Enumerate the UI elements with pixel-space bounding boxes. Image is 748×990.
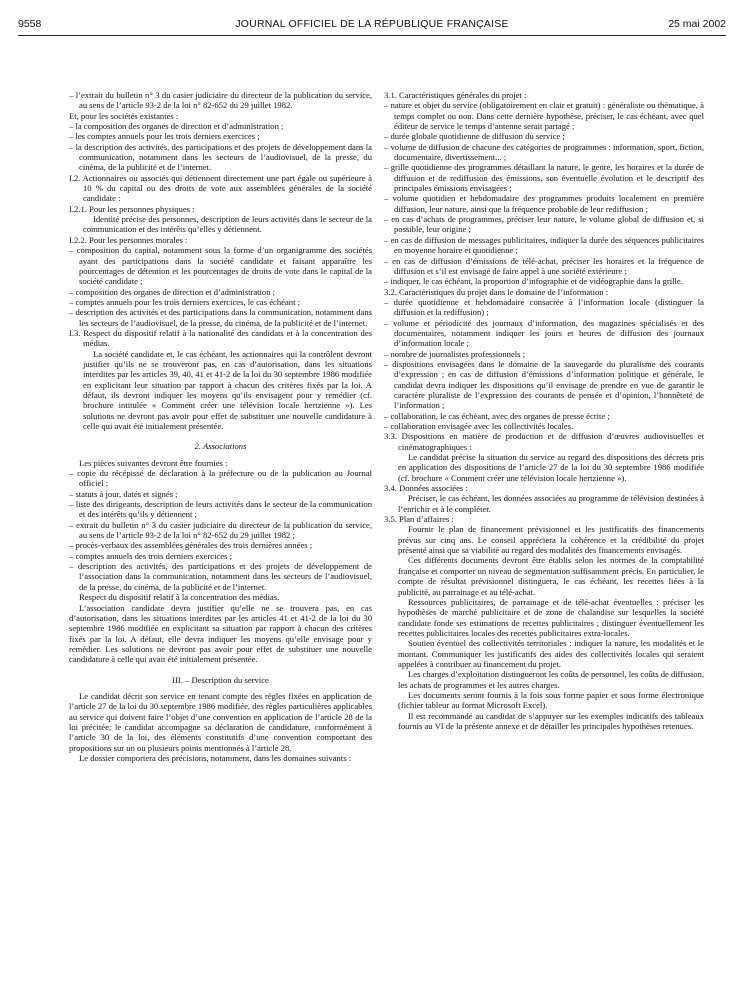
list-item: – durée globale quotidienne de diffusion du service ; (384, 131, 565, 142)
paragraph: Le candidat décrit son service en tenant compte des règles fixées en application de l’article 27 de la loi du 30 septembre 1986 modifiée, des règles particulières applicables au service qui doivent faire l’objet d’une convention en application de l’article 28 de la loi précitée; le candidat accompagne sa déclaration de candidature, conformément à l’article 30 de la loi, des éléments constitutifs d’une convention comportant des propositions sur un ou plusieurs points mentionnés à l’article 28. (69, 690, 372, 753)
list-item: – comptes annuels pour les trois derniers exercices, le cas échéant ; (69, 296, 300, 307)
header-rule (18, 35, 726, 36)
page-header (18, 18, 726, 32)
list-item: – nombre de journalistes professionnels ; (384, 348, 526, 359)
page-number: 9558 (18, 18, 42, 30)
list-item: – l’extrait du bulletin n° 3 du casier judiciaire du directeur de la publication du service, au sens de l’article 93-2 de la loi n° 82-652 du 29 juillet 1982. (69, 90, 372, 111)
list-item: – collaboration envisagée avec les collectivités locales. (384, 421, 574, 431)
subsection-heading: 3.3. Dispositions en matière de production et de diffusion d’œuvres audiovisuelles et cinématographiques : (384, 431, 704, 452)
subsection-heading: 3.2. Caractéristiques du projet dans le domaine de l’information : (384, 286, 609, 297)
list-item: – durée quotidienne et hebdomadaire consacrée à l’information locale (distinguer la diffusion et la rediffusion) ; (384, 296, 704, 318)
list-item: – grille quotidienne des programmes détaillant la nature, le genre, les horaires et la durée de diffusion et de rediffusion des émissions, son éventuelle évolution et le descriptif des principales émissions envisagées ; (384, 162, 704, 194)
list-item: – volume quotidien et hebdomadaire des programmes produits localement en première diffusion, leur nature, ainsi que la fréquence probable de leur rediffusion ; (384, 193, 704, 214)
paragraph: Soutien éventuel des collectivités territoriales : indiquer la nature, les modalités et le montant. Communiquer les justificatifs des aides des collectivités locales qui seraient appelées à contribuer au financement du projet. (398, 638, 704, 669)
list-item: – description des activités, des participations et des projets de développement de l’association dans la communication, notamment dans les secteurs de l’audiovisuel, de la presse, du cinéma, de la publicité et de l’internet. (69, 561, 372, 592)
list-item: – les comptes annuels pour les trois derniers exercices ; (69, 131, 260, 142)
paragraph: La société candidate et, le cas échéant, les actionnaires qui la contrôlent devront justifier qu’ils ne se trouveront pas, en cas d’autorisation, dans les situations interdites par les articles 39, 40, 41 et 41-2 de la loi du 30 septembre 1986 modifiée en explicitant leur situation par rapport à chacun des critères fixés par la loi. A défaut, ils devront indiquer les moyens qu’ils envisagent pour y remédier (cf. brochure intitulée « Comment créer une télévision locale hertzienne »). Les solutions ne devront pas avoir pour effet de substituer une nouvelle candidature à celle qui avait été initialement présentée. (83, 348, 372, 431)
paragraph: Ces différents documents devront être établis selon les normes de la comptabilité française et comporter un niveau de segmentation suffisamment précis. En particulier, le compte de résultat prévisionnel distinguera, le cas échéant, les recettes liées à la publicité, au parrainage et au télé-achat. (398, 555, 704, 597)
subsection-heading: I.3. Respect du dispositif relatif à la nationalité des candidats et à la concentration des médias. (69, 327, 372, 349)
list-item: – copie du récépissé de déclaration à la préfecture ou de la publication au Journal officiel ; (69, 468, 372, 489)
subsection-heading: 3.4. Données associées : (384, 483, 468, 494)
spacer (69, 665, 372, 675)
list-item: – dispositions envisagées dans le domaine de la sauvegarde du pluralisme des courants d’expression ; en cas de diffusion d’émissions d’information politique et générale, le candidat devra indiquer les dispositions qu’il envisage de prendre en vue de garantir le caractère pluraliste de l’expression des courants de pensée et d’opinion, l’honnêteté de l’information ; (384, 358, 704, 411)
list-item: – indiquer, le cas échéant, la proportion d’infographie et de vidéographie dans la grille. (384, 276, 683, 287)
paragraph: Ressources publicitaires, de parrainage et de télé-achat éventuelles : préciser les hypothèses de marché publicitaire et de zone de chalandise sur lesquelles la société candidate fonde ses estimations de recettes publicitaires ; distinguer éventuellement les recettes publicitaires locales des recettes publicitaires extra-locales. (398, 596, 704, 638)
list-item: – composition des organes de direction et d’administration ; (69, 286, 276, 297)
section-heading: 2. Associations (194, 441, 247, 452)
list-item: – la description des activités, des participations et des projets de développement dans la communication, notamment dans les secteurs de l’audiovisuel, de la presse, du cinéma, de la publicité et de l’internet. (69, 141, 372, 173)
paragraph: Les documents seront fournis à la fois sous forme papier et sous forme électronique (fichier tableur au format Microsoft Excel). (398, 689, 704, 711)
list-item: – volume de diffusion de chacune des catégories de programmes : information, sport, fiction, documentaire, divertissement... ; (384, 141, 704, 163)
list-item: – statuts à jour, datés et signés ; (69, 488, 178, 499)
subsection-heading: I.2.1. Pour les personnes physiques : (69, 203, 195, 214)
subsection-heading: 3.5. Plan d’affaires : (384, 514, 454, 525)
paragraph: L’association candidate devra justifier qu’elle ne se trouvera pas, en cas d’autorisation, dans les situations interdites par les articles 41 et 41-2 de la loi du 30 septembre 1986 modifiée en explicitant sa situation par rapport à chacun des critères fixés par la loi. A défaut, elle devra indiquer les moyens qu’elle envisage pour y remédier. Les solutions ne devront pas avoir pour effet de substituer une nouvelle candidature à celle qui avait été initialement présentée. (69, 602, 372, 665)
list-item: – liste des dirigeants, description de leurs activités dans le secteur de la communication et des intérêts qu’ils y détiennent ; (69, 499, 372, 520)
subsection-heading: I.2.2. Pour les personnes morales : (69, 234, 188, 245)
subsection-heading: I.2. Actionnaires ou associés qui détiennent directement une part égale ou supérieure à 10 % du capital ou des droits de vote aux assemblées générales de la société candidate : (69, 172, 372, 204)
paragraph: Il est recommandé au candidat de s’appuyer sur les exemples indicatifs des tableaux fournis au VI de la présente annexe et de détailler les principales hypothèses retenues. (398, 710, 704, 731)
paragraph: Les charges d’exploitation distingueront les coûts de personnel, les coûts de diffusion, les achats de programmes et les autres charges. (398, 669, 704, 690)
list-item: – description des activités et des participations dans la communication, notamment dans les secteurs de l’audiovisuel, de la presse, du cinéma, de la publicité et de l’internet. (69, 307, 372, 328)
list-item: – comptes annuels des trois derniers exercices ; (69, 550, 232, 561)
spacer (69, 431, 372, 441)
paragraph: Respect du dispositif relatif à la concentration des médias. (79, 592, 280, 603)
list-item: – collaboration, le cas échéant, avec des organes de presse écrite ; (384, 410, 610, 421)
paragraph: Et, pour les sociétés existantes : (69, 110, 179, 121)
paragraph: Le candidat précise la situation du service au regard des dispositions des décrets pris en application des dispositions de l’article 27 de la loi du 30 septembre 1986 modifiée (cf. brochure « Comment créer une télévision locale hertzienne »). (398, 452, 704, 483)
list-item: – procès-verbaux des assemblées générales des trois dernières années ; (69, 540, 313, 551)
journal-title: JOURNAL OFFICIEL DE LA RÉPUBLIQUE FRANÇAISE (235, 18, 509, 30)
list-item: – en cas de diffusion de messages publicitaires, indiquer la durée des séquences publicitaires en moyenne horaire et quotidienne ; (384, 234, 704, 256)
list-item: – volume et périodicité des journaux d’information, des magazines spécialisés et des documentaires, notamment indiquer les jours et heures de diffusion des journaux d’information locale ; (384, 317, 704, 349)
list-item: – en cas d’achats de programmes, préciser leur nature, le volume global de diffusion et, si possible, leur origine ; (384, 214, 704, 235)
right-column (384, 90, 704, 731)
list-item: – extrait du bulletin n° 3 du casier judiciaire du directeur de la publication du service, au sens de l’article 93-2 de la loi n° 82-652 du 29 juillet 1982 ; (69, 519, 372, 541)
issue-date: 25 mai 2002 (668, 18, 726, 30)
section-heading: III. – Description du service (172, 674, 269, 685)
list-item: – en cas de diffusion d’émissions de télé-achat, préciser les horaires et la fréquence de diffusion et s’il est envisagé de faire appel à une société extérieure ; (384, 255, 704, 276)
left-column (69, 90, 372, 763)
paragraph: Fournir le plan de financement prévisionnel et les justificatifs des financements prévus sur cinq ans. Le conseil appréciera la cohérence et la crédibilité du projet présenté ainsi que sa viabilité au regard des modalités des financements envisagés. (398, 524, 704, 556)
paragraph: Préciser, le cas échéant, les données associées au programme de télévision destinées à l’enrichir et à le compléter. (398, 493, 704, 514)
paragraph: Identité précise des personnes, description de leurs activités dans le secteur de la communication et des intérêts qu’elles y détiennent. (83, 214, 372, 235)
paragraph: Le dossier comportera des précisions, notamment, dans les domaines suivants : (79, 752, 352, 763)
list-item: – composition du capital, notamment sous la forme d’un organigramme des sociétés ayant des participations dans la société candidate et faisant apparaître les pourcentages de détention et les pourcentages de droits de vote dans le capital de la société candidate ; (69, 245, 372, 287)
list-item: – la composition des organes de direction et d’administration ; (69, 121, 284, 132)
subsection-heading: 3.1. Caractéristiques générales du projet : (384, 90, 527, 100)
paragraph: Les pièces suivantes devront être fournies : (79, 457, 228, 468)
list-item: – nature et objet du service (obligatoirement en clair et gratuit) : généraliste ou thématique, à temps complet ou non. Dans cette dernière hypothèse, préciser, le cas échéant, avec quel éditeur de service le temps d’antenne serait partagé ; (384, 100, 704, 132)
